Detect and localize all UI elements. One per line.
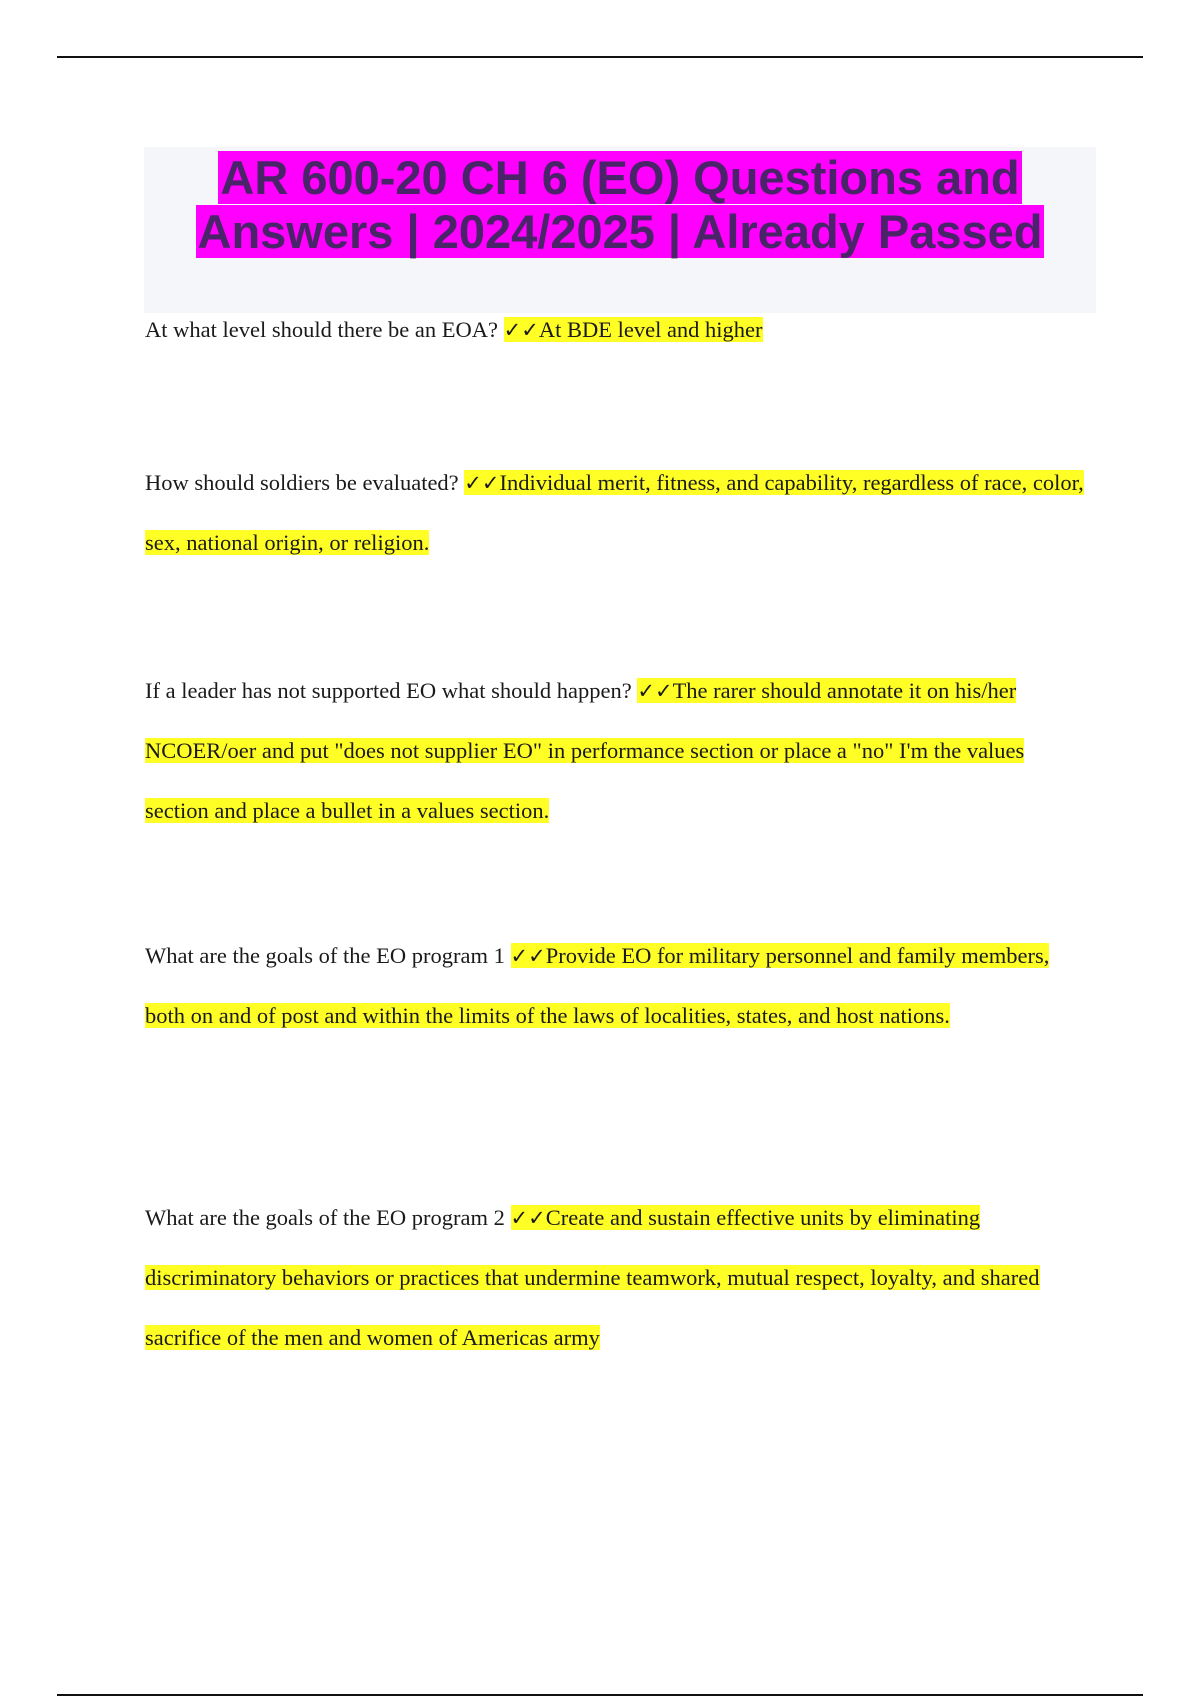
answer-highlight	[504, 317, 763, 342]
answer-text: Provide EO for military personnel and family members, both on and of post and within the limits of the laws of localities, states, and host nations.	[145, 943, 1050, 1028]
qa-item	[145, 300, 1090, 360]
title-highlight: AR 600-20 CH 6 (EO) Questions and Answers | 2024/2025 | Already Passed	[197, 151, 1043, 258]
top-rule	[57, 56, 1143, 58]
double-check-icon: ✓✓	[637, 679, 673, 703]
double-check-icon: ✓✓	[464, 471, 500, 495]
title-block	[144, 147, 1096, 313]
question-text: If a leader has not supported EO what should happen?	[145, 678, 638, 703]
qa-item	[145, 453, 1090, 573]
double-check-icon: ✓✓	[510, 944, 546, 968]
answer-text: At BDE level and higher	[538, 317, 763, 342]
qa-item	[145, 661, 1090, 841]
answer-text: Create and sustain effective units by eliminating discriminatory behaviors or practices that undermine teamwork, mutual respect, loyalty, and shared sacrifice of the men and women of Americas army	[145, 1205, 1040, 1350]
bottom-rule	[57, 1694, 1143, 1696]
double-check-icon: ✓✓	[503, 318, 539, 342]
qa-item	[145, 1188, 1090, 1368]
answer-text: Individual merit, fitness, and capability, regardless of race, color, sex, national origin, or religion.	[145, 470, 1084, 555]
question-text: How should soldiers be evaluated?	[145, 470, 465, 495]
question-text: What are the goals of the EO program 1	[145, 943, 511, 968]
answer-text: The rarer should annotate it on his/her NCOER/oer and put "does not supplier EO" in performance section or place a "no" I'm the values section and place a bullet in a values section.	[145, 678, 1025, 823]
question-text: What are the goals of the EO program 2	[145, 1205, 511, 1230]
double-check-icon: ✓✓	[510, 1206, 546, 1230]
question-text: At what level should there be an EOA?	[145, 317, 504, 342]
document-title	[144, 147, 1096, 259]
qa-item	[145, 926, 1090, 1046]
